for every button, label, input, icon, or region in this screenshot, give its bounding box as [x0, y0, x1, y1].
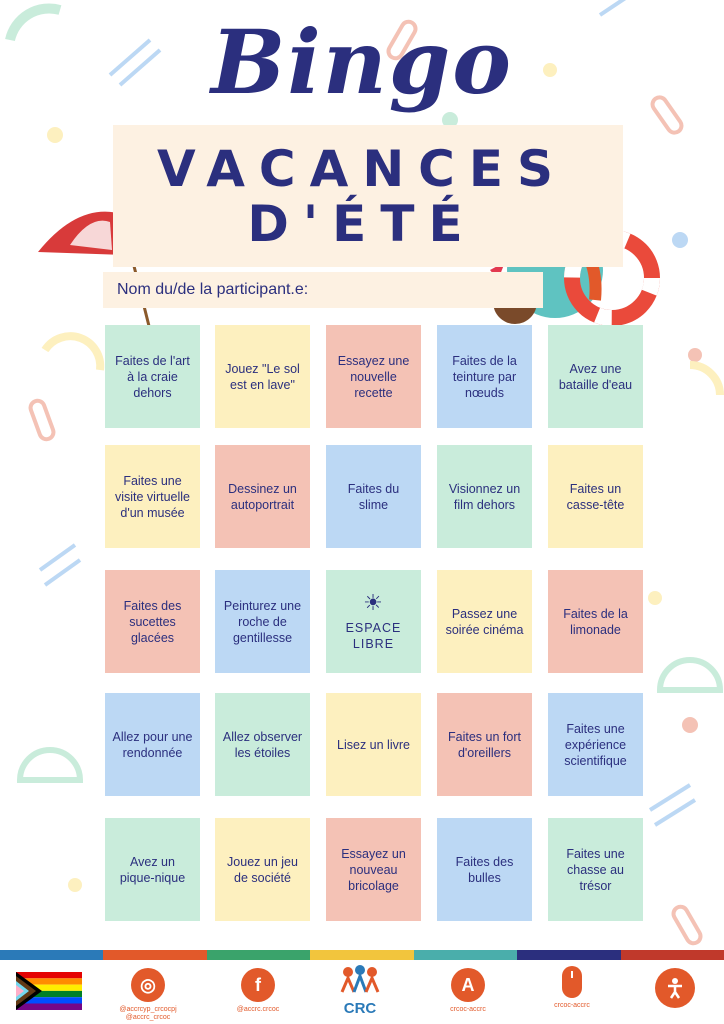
- facebook-icon: f: [241, 968, 275, 1002]
- bingo-cell[interactable]: [437, 325, 532, 428]
- bingo-cell[interactable]: [215, 445, 310, 548]
- sun-icon: ☀: [363, 589, 384, 615]
- bingo-cell[interactable]: [326, 325, 421, 428]
- bingo-cell-text: Faites de la limonade: [563, 606, 628, 637]
- participant-name-label: Nom du/de la participant.e:: [117, 281, 309, 298]
- bingo-cell[interactable]: [105, 693, 200, 796]
- bingo-script-title: Bingo: [210, 10, 513, 114]
- crc-label: CRC: [343, 1000, 377, 1017]
- bingo-cell[interactable]: [326, 818, 421, 921]
- bingo-cell[interactable]: [215, 818, 310, 921]
- accessibility-link[interactable]: [655, 968, 695, 1008]
- strip-segment: [414, 950, 517, 960]
- bingo-cell[interactable]: [548, 445, 643, 548]
- app-store-icon: A: [451, 968, 485, 1002]
- bingo-cell-text: Jouez un jeu de société: [227, 854, 298, 885]
- bingo-cell[interactable]: [215, 570, 310, 673]
- crc-logo-icon: [338, 964, 382, 994]
- bingo-cell[interactable]: [548, 818, 643, 921]
- pride-flag-icon: [16, 972, 82, 1015]
- bingo-cell[interactable]: [105, 818, 200, 921]
- strip-segment: [517, 950, 620, 960]
- bingo-cell[interactable]: [326, 445, 421, 548]
- bingo-cell-text: Faites des bulles: [455, 854, 514, 885]
- bingo-cell-free-space[interactable]: [326, 570, 421, 673]
- instagram-handle-2: @accrc_crcoc: [125, 1014, 171, 1021]
- bingo-cell[interactable]: [215, 325, 310, 428]
- bingo-cell[interactable]: [105, 570, 200, 673]
- bingo-cell[interactable]: [437, 570, 532, 673]
- bingo-cell-text: Faites de la teinture par nœuds: [452, 353, 517, 400]
- bingo-cell[interactable]: [326, 693, 421, 796]
- website-link[interactable]: [536, 966, 608, 1010]
- website-handle: crcoc-accrc: [554, 1002, 590, 1009]
- strip-segment: [207, 950, 310, 960]
- strip-segment: [621, 950, 724, 960]
- bingo-cell-text: Lisez un livre: [337, 737, 410, 752]
- bingo-cell[interactable]: [215, 693, 310, 796]
- bingo-cell-text: Allez pour une rendonnée: [112, 729, 193, 760]
- instagram-handle: @accrcyp_crcocpj: [119, 1006, 177, 1013]
- bingo-cell-text: Avez une bataille d'eau: [558, 361, 633, 392]
- bingo-cell-text: Visionnez un film dehors: [448, 481, 521, 512]
- bingo-cell-text: Dessinez un autoportrait: [228, 481, 297, 512]
- bingo-cell-text: Faites des sucettes glacées: [123, 598, 182, 645]
- footer-color-strip: [0, 950, 724, 960]
- bingo-cell-text: Passez une soirée cinéma: [445, 606, 524, 637]
- bingo-cell-text: Essayez un nouveau bricolage: [341, 846, 406, 893]
- bingo-cell-text: ESPACE LIBRE: [345, 620, 402, 651]
- app-store-handle: crcoc-accrc: [450, 1006, 486, 1013]
- bingo-cell-text: Essayez une nouvelle recette: [337, 353, 410, 400]
- bingo-cell-text: Avez un pique-nique: [119, 854, 186, 885]
- strip-segment: [310, 950, 413, 960]
- bingo-cell-text: Faites du slime: [347, 481, 400, 512]
- strip-segment: [103, 950, 206, 960]
- instagram-icon: ◎: [131, 968, 165, 1002]
- bingo-cell[interactable]: [437, 818, 532, 921]
- title-line-1: VACANCES: [156, 140, 568, 198]
- bingo-cell-text: Faites une chasse au trésor: [566, 846, 625, 893]
- app-store-link[interactable]: [432, 968, 504, 1014]
- bingo-cell[interactable]: [548, 693, 643, 796]
- instagram-link[interactable]: [112, 968, 184, 1022]
- facebook-link[interactable]: [222, 968, 294, 1014]
- bingo-cell[interactable]: [437, 693, 532, 796]
- bingo-cell[interactable]: [548, 570, 643, 673]
- bingo-cell-text: Jouez "Le sol est en lave": [225, 361, 300, 392]
- mouse-icon: [562, 966, 582, 998]
- bingo-cell[interactable]: [105, 445, 200, 548]
- accessibility-icon: [655, 968, 695, 1008]
- crc-logo: [330, 964, 390, 1017]
- strip-segment: [0, 950, 103, 960]
- bingo-cell-text: Faites de l'art à la craie dehors: [115, 353, 190, 400]
- bingo-cell-text: Faites une expérience scientifique: [564, 721, 627, 768]
- bingo-cell[interactable]: [548, 325, 643, 428]
- bingo-cell[interactable]: [105, 325, 200, 428]
- bingo-cell-text: Faites une visite virtuelle d'un musée: [114, 473, 191, 520]
- bingo-cell[interactable]: [437, 445, 532, 548]
- facebook-handle: @accrc.crcoc: [236, 1006, 280, 1013]
- bingo-cell-text: Allez observer les étoiles: [222, 729, 303, 760]
- bingo-cell-text: Faites un fort d'oreillers: [448, 729, 521, 760]
- bingo-cell-text: Faites un casse-tête: [566, 481, 625, 512]
- title-line-2: D'ÉTÉ: [247, 195, 477, 253]
- bingo-cell-text: Peinturez une roche de gentillesse: [223, 598, 302, 645]
